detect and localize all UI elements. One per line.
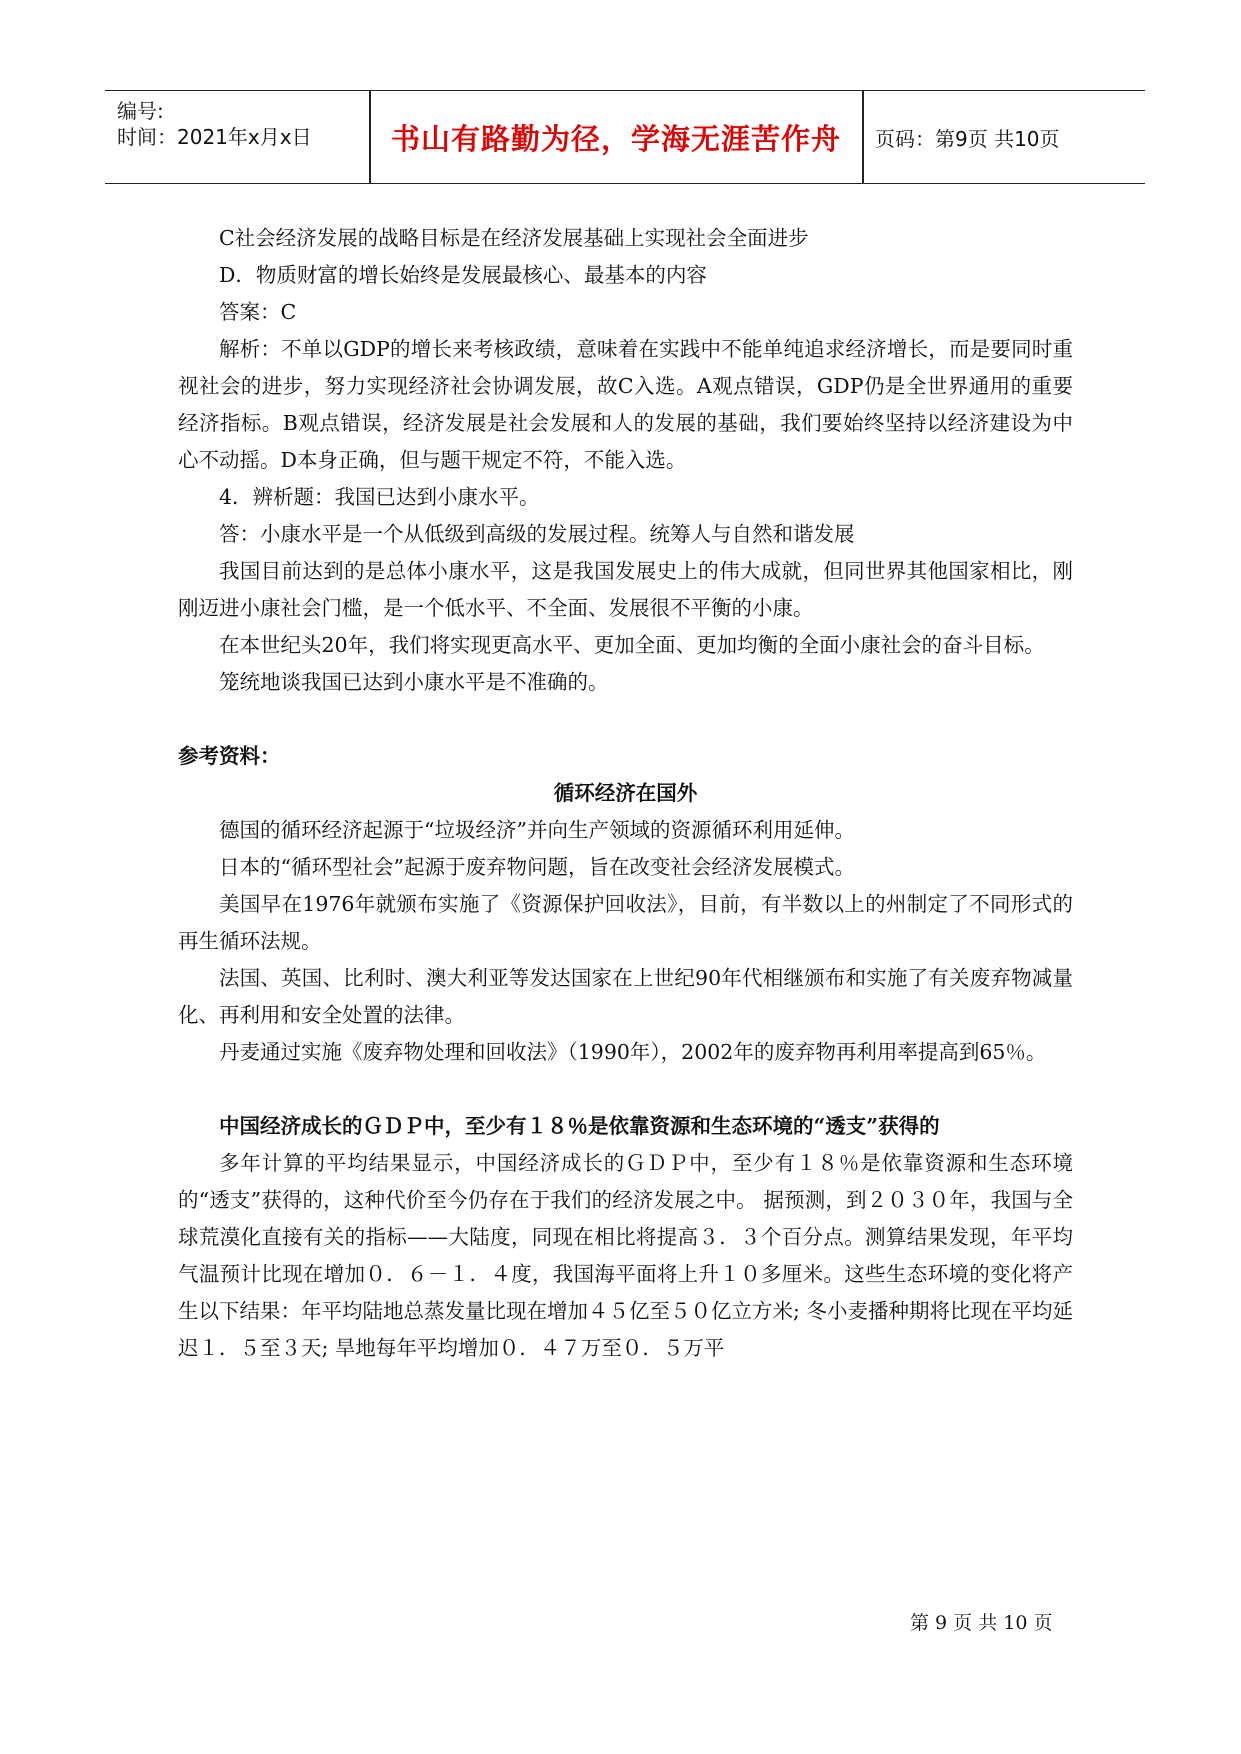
option-d-line: D．物质财富的增长始终是发展最核心、最基本的内容 [219, 263, 707, 287]
reference-title: 循环经济在国外 [553, 781, 698, 805]
reference-heading: 参考资料： [178, 744, 281, 768]
header-meta [117, 91, 367, 183]
header-page-info: 页码：第9页 共10页 [875, 126, 1060, 151]
question-4-line: 4．辨析题：我国已达到小康水平。 [219, 485, 540, 509]
spacer [178, 1071, 1073, 1108]
reference-usa: 美国早在1976年就颁布实施了《资源保护回收法》，目前，有半数以上的州制定了不同形式的再生循环法规。 [178, 892, 1073, 953]
header-motto: 书山有路勤为径，学海无涯苦作舟 [390, 121, 841, 156]
header-number-label: 编号: [117, 99, 164, 123]
header-divider-right [862, 91, 864, 183]
goal-paragraph: 在本世纪头20年，我们将实现更高水平、更加全面、更加均衡的全面小康社会的奋斗目标。 [219, 633, 1045, 657]
gdp-paragraph: 多年计算的平均结果显示，中国经济成长的ＧＤＰ中，至少有１８％是依靠资源和生态环境的“透支”获得的，这种代价至今仍存在于我们的经济发展之中。 据预测，到２０３０年，我国与全球荒漠化直接有关的指标——大陆度，同现在相比将提高３．３个百分点。测算结果发现，年平均气温预计比现在增加０．６－１．４度，我国海平面将上升１０多厘米。这些生态环境的变化将产生以下结果：年平均陆地总蒸发量比现在增加４５亿至５０亿立方米; 冬小麦播种期将比现在平均延迟１．５至３天; 旱地每年平均增加０．４７万至０．５万平 [178, 1151, 1073, 1360]
reference-denmark: 丹麦通过实施《废弃物处理和回收法》（1990年），2002年的废弃物再利用率提高到65％。 [219, 1040, 1047, 1064]
reference-germany: 德国的循环经济起源于“垃圾经济”并向生产领域的资源循环利用延伸。 [219, 818, 855, 842]
xiaokang-paragraph: 我国目前达到的是总体小康水平，这是我国发展史上的伟大成就，但同世界其他国家相比，刚刚迈进小康社会门槛，是一个低水平、不全面、发展很不平衡的小康。 [178, 559, 1073, 620]
conclusion-line: 笼统地谈我国已达到小康水平是不准确的。 [219, 670, 609, 694]
analysis-paragraph: 解析：不单以GDP的增长来考核政绩，意味着在实践中不能单纯追求经济增长，而是要同时重视社会的进步，努力实现经济社会协调发展，故C入选。A观点错误，GDP仍是全世界通用的重要经济指标。B观点错误，经济发展是社会发展和人的发展的基础，我们要始终坚持以经济建设为中心不动摇。D本身正确，但与题干规定不符，不能入选。 [178, 337, 1073, 472]
spacer [178, 701, 1073, 738]
answer-line: 答案：C [219, 300, 297, 324]
page-footer: 第 9 页 共 10 页 [910, 1612, 1053, 1634]
header-time-label: 时间：2021年x月x日 [117, 125, 312, 149]
option-c-line: C社会经济发展的战略目标是在经济发展基础上实现社会全面进步 [219, 226, 809, 250]
reference-europe: 法国、英国、比利时、澳大利亚等发达国家在上世纪90年代相继颁布和实施了有关废弃物减量化、再利用和安全处置的法律。 [178, 966, 1073, 1027]
gdp-heading: 中国经济成长的ＧＤＰ中，至少有１８％是依靠资源和生态环境的“透支”获得的 [219, 1114, 940, 1138]
reference-japan: 日本的“循环型社会”起源于废弃物问题，旨在改变社会经济发展模式。 [219, 855, 855, 879]
answer-4-line: 答：小康水平是一个从低级到高级的发展过程。统筹人与自然和谐发展 [219, 522, 855, 546]
document-header [105, 90, 1145, 184]
document-body [178, 220, 1073, 1367]
